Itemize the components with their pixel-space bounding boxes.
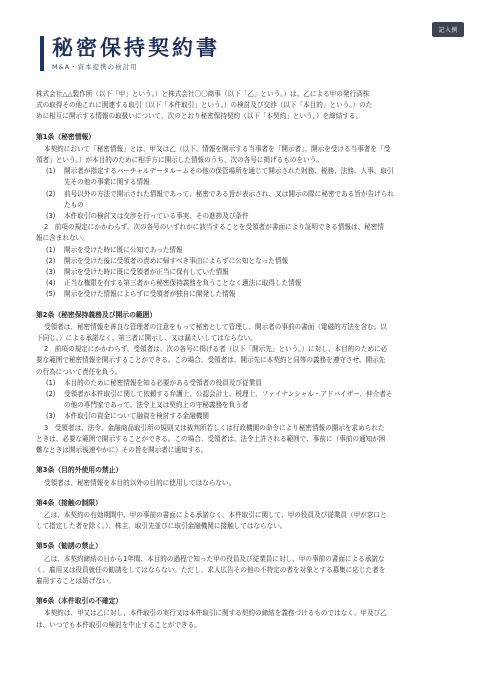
intro-line: めに相互に開示する情報の取扱いについて、次のとおり秘密保持契約（以下「本契約」という。）を締結する。 — [36, 112, 363, 121]
clause-line: ときは、必要な範囲で開示することができる。この場合、受領者は、法令上許される範囲で、事前に（事前の通知が困 — [36, 434, 386, 443]
sample-badge: 記入例 — [432, 22, 464, 37]
articles — [36, 132, 446, 631]
item-number: (1) — [46, 167, 56, 176]
clause-line: 雇用することは妨げない。 — [36, 576, 116, 585]
item-number: (3) — [46, 212, 56, 221]
item-text: 本件取引の資金について融資を検討する金融機関 — [64, 412, 209, 421]
item-number: (2) — [46, 256, 56, 265]
item-text: の他の専門家であって、法令上又は契約上の守秘義務を負う者 — [64, 401, 249, 410]
item-text: 開示を受けた後に受領者の責めに帰すべき事由によらずに公知となった情報 — [64, 256, 289, 265]
item-indent — [46, 177, 64, 188]
clause-item — [36, 189, 446, 211]
clause-line: 乙は、本契約の有効期間中、甲の事前の書面による承諾なく、本件取引に関して、甲の役員及び従業員（甲が窓口と — [44, 510, 387, 519]
item-text: 開示を受けた情報によらずに受領者が独自に開発した情報 — [64, 290, 236, 299]
article-heading: 第3条（目的外使用の禁止） — [36, 466, 123, 475]
clause-line: 報に含まれない。 — [36, 234, 89, 243]
document-body — [36, 89, 446, 631]
item-text: 前号以外の方法で開示された情報であって、秘密である旨が表示され、又は開示の際に秘密である旨が告げられ — [64, 189, 394, 198]
article-heading: 第5条（勧誘の禁止） — [36, 542, 102, 551]
clause-item — [36, 289, 446, 300]
clause-line: く、雇用又は役員就任の勧誘をしてはならない。ただし、求人広告その他の不特定の者を対象とする募集に応じた者を — [36, 565, 386, 574]
clause-line: の行為について責任を負う。 — [36, 367, 122, 376]
clause-item — [36, 411, 446, 422]
article-section — [36, 310, 446, 457]
item-text: 受領者が本件取引に関して依頼する弁護士、公認会計士、税理士、ファイナンシャル・アドバイザー、仲介者そ — [64, 390, 393, 399]
clause-line: 受領者は、秘密情報を本目的以外の目的に使用してはならない。 — [44, 478, 236, 487]
clause-paragraph — [36, 344, 446, 378]
clause-line: は、いつでも本件取引の検討を中止することができる。 — [36, 620, 201, 629]
clause-paragraph — [36, 478, 446, 489]
item-text: 開示を受けた時に既に受領者が正当に保有していた情報 — [64, 268, 229, 277]
item-text: 本目的のために秘密情報を知る必要がある受領者の役員及び従業員 — [64, 378, 262, 387]
item-number: (4) — [46, 279, 56, 288]
item-text: 開示者が指定するバーチャルデータルームその他の保管場所を通じて開示された財務、税務、法務、人事、取引 — [64, 167, 394, 176]
clause-item — [36, 256, 446, 267]
intro-paragraph — [36, 89, 446, 123]
item-text: 先その他の事業に関する情報 — [64, 178, 150, 187]
clause-line: して指定した者を除く。）、株主、取引先並びに取引金融機関に接触してはならない。 — [36, 522, 287, 531]
article-heading: 第2条（秘密保持義務及び開示の範囲） — [36, 310, 157, 319]
page-title: 秘密保持契約書 — [52, 35, 220, 60]
item-number: (2) — [46, 390, 56, 399]
clause-line: 2 前項の規定にかかわらず、次の各号のいずれかに該当することを受領者が書面により証明できる情報は、秘密情 — [44, 223, 384, 232]
item-text: たもの — [64, 200, 84, 209]
clause-item — [36, 245, 446, 256]
clause-line: 乙は、本契約締結の日から1年間、本目的の過程で知った甲の役員及び従業員に対し、甲の事前の書面による承諾な — [44, 554, 385, 563]
item-number: (3) — [46, 412, 56, 421]
clause-line: 要な範囲で秘密情報を開示することができる。この場合、受領者は、開示先に本契約と同等の義務を遵守させ、開示先 — [36, 356, 386, 365]
article-section — [36, 465, 446, 488]
intro-line: 式の取得その他これに関連する取引（以下「本件取引」という。）の検討及び交渉（以下「本目的」という。）のた — [36, 101, 373, 110]
clause-item — [36, 389, 446, 411]
clause-line: 領者」という。）が本目的のために相手方に開示した情報のうち、次の各号に掲げるものをいう。 — [36, 156, 323, 165]
clause-line: 本契約において「秘密情報」とは、甲又は乙（以下、情報を開示する当事者を「開示者」、開示を受ける当事者を「受 — [44, 144, 391, 153]
item-text: 正当な権限を有する第三者から秘密保持義務を負うことなく適法に取得した情報 — [64, 279, 302, 288]
item-text: 開示を受けた時に既に公知であった情報 — [64, 245, 183, 254]
clause-item — [36, 166, 446, 188]
clause-paragraph — [36, 510, 446, 532]
clause-line: 難なときは開示後速やかに）その旨を開示者に通知する。 — [36, 446, 208, 455]
clause-line: 2 前項の規定にかかわらず、受領者は、次の各号に掲げる者（以下「開示先」という。）に対し、本目的のために必 — [44, 345, 388, 354]
item-number: (3) — [46, 268, 56, 277]
item-number: (2) — [46, 189, 56, 198]
article-heading: 第4条（接触の制限） — [36, 498, 102, 507]
clause-line: 本契約は、甲又は乙に対し、本件取引の実行又は本件取引に関する契約の締結を義務づけるものではなく、甲及び乙 — [44, 609, 387, 618]
clause-item — [36, 211, 446, 222]
clause-line: 3 受領者は、法令、金融商品取引所の規則又は裁判所若しくは行政機関の命令により秘密情報の開示を求められた — [44, 423, 385, 432]
clause-paragraph — [36, 608, 446, 630]
item-number: (1) — [46, 378, 56, 387]
clause-item — [36, 278, 446, 289]
item-indent — [46, 400, 64, 411]
item-text: 本件取引の検討又は交渉を行っている事実、その進捗及び条件 — [64, 212, 249, 221]
clause-item — [36, 378, 446, 389]
clause-paragraph — [36, 423, 446, 457]
clause-line: 受領者は、秘密情報を善良な管理者の注意をもって秘密として管理し、開示者の事前の書面（電磁的方法を含む。以 — [44, 322, 387, 331]
article-section — [36, 132, 446, 301]
item-number: (5) — [46, 290, 56, 299]
item-indent — [46, 200, 64, 211]
clause-paragraph — [36, 222, 446, 244]
clause-paragraph — [36, 144, 446, 166]
title-block — [40, 36, 220, 71]
article-heading: 第6条（本件取引の不確定） — [36, 597, 123, 606]
clause-item — [36, 267, 446, 278]
article-section — [36, 541, 446, 587]
item-number: (1) — [46, 245, 56, 254]
intro-line: 株式会社△△製作所（以下「甲」という。）と株式会社〇〇商事（以下「乙」という。）は、乙による甲の発行済株 — [36, 90, 370, 98]
article-heading: 第1条（秘密情報） — [36, 132, 96, 141]
clause-paragraph — [36, 322, 446, 344]
article-section — [36, 596, 446, 631]
clause-paragraph — [36, 554, 446, 588]
page-subtitle: M&A・資本提携の検討用 — [52, 63, 138, 71]
article-section — [36, 498, 446, 533]
clause-line: 下同じ。）による承諾なく、第三者に開示し、又は漏えいしてはならない。 — [36, 334, 257, 343]
